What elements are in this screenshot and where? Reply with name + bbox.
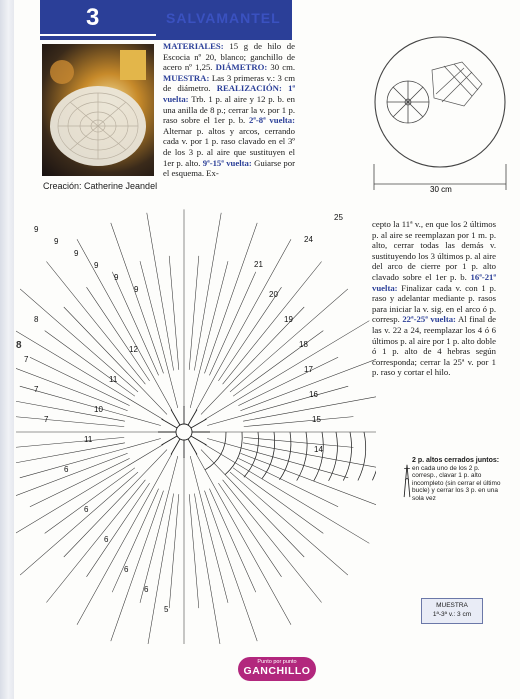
dimension-label: 30 cm — [430, 185, 452, 194]
chart-round-number: 6 — [124, 565, 129, 574]
legend-text: en cada uno de los 2 p. corresp., clavar 1 p. alto incompleto (sin cerrar el último bucle) y cerrar los 3 p. en una sola vez — [412, 464, 501, 502]
chart-center-stitch — [191, 436, 207, 445]
header-title: SALVAMANTEL — [166, 10, 281, 26]
chart-stitch-line — [243, 443, 376, 471]
chart-stitch-line — [240, 453, 376, 508]
chart-round-number: 21 — [254, 260, 263, 269]
chart-round-number: 25 — [334, 213, 343, 222]
chart-ring — [297, 432, 307, 481]
chart-stitch-line — [16, 393, 125, 421]
chart-stitch-line — [16, 445, 163, 544]
chart-stitch-line — [194, 494, 221, 645]
product-photo — [42, 44, 154, 176]
chart-round-number: 19 — [284, 315, 293, 324]
logo-small-text: Punto por punto — [257, 659, 297, 665]
magazine-logo — [238, 657, 316, 681]
sample-heading: MUESTRA: — [163, 72, 210, 83]
round-22-25-text: Al final de las v. 22 a 24, reemplazar los 4 ó 6 últimos p. al aire por 1 p. alto doble ó 1 p. alto de 4 hebras según corresponda; cerrar la 25ª v. por 1 p. raso y cortar el hilo. — [372, 314, 497, 378]
stitch-legend — [412, 457, 504, 503]
chart-center-stitch — [171, 410, 180, 426]
chart-center-stitch — [188, 439, 197, 455]
chart-round-number: 8 — [34, 315, 39, 324]
round-22-25-heading: 22ª-25ª vuelta: — [399, 314, 456, 325]
chart-stitch-line — [77, 454, 172, 625]
chart-round-number: 6 — [144, 585, 149, 594]
chart-round-number: 9 — [54, 237, 59, 246]
chart-round-number: 24 — [304, 235, 313, 244]
sample-box-title: MUESTRA — [436, 602, 468, 609]
round-2-8-heading: 2ª-8ª vuelta: — [248, 115, 296, 126]
chart-ring — [358, 432, 366, 481]
chart-round-number: 16 — [309, 390, 318, 399]
side-page-number: 8 — [16, 340, 22, 351]
round-2-8-text: Alternar p. altos y arcos, cerrando cada v. por 1 p. raso clavado en el 3º de los 3 p. al aire que sustituyen el 1er p. alto. — [163, 125, 295, 168]
sample-box-text: 1ª-3ª v.: 3 cm — [432, 611, 472, 618]
chart-stitch-line — [201, 450, 304, 557]
chart-stitch-line — [196, 239, 291, 410]
chart-round-number: 18 — [299, 340, 308, 349]
chart-ring — [280, 432, 291, 480]
logo-main-text: GANCHILLO — [243, 665, 311, 677]
chart-center-stitch — [162, 419, 178, 428]
chart-stitch-line — [16, 453, 128, 508]
chart-round-number: 9 — [94, 261, 99, 270]
right-text-1: cepto la 11ª v., en que los 2 últimos p. al aire se reemplazan por 1 m. p. alto, cerrar todas las demás v. sustituyendo los 3 últimos p. al aire del arco de cierre por 1 p. alto clavado sobre el 1er p. b. — [372, 219, 496, 282]
materials-text: 15 g de hilo de Escocia nº 20, blanco; ganchillo de acero nº 1,25. — [163, 41, 295, 73]
round-16-21-text: Finalizar cada v. con 1 p. raso y adelantar mediante p. rasos para iniciar la v. sig. en el arco ó p. corresp. — [372, 282, 496, 325]
chart-stitch-line — [77, 239, 172, 410]
overview-center-motif — [387, 81, 429, 123]
round-9-15-heading: 9ª-15ª vuelta: — [202, 157, 252, 168]
materials-heading: MATERIALES: — [163, 41, 224, 51]
chart-stitch-line — [205, 445, 369, 544]
chart-center-stitch — [188, 410, 197, 426]
instructions-left-column — [163, 41, 295, 179]
chart-stitch-line — [196, 454, 291, 625]
round-9-15-text: Guiarse por el esquema. Ex- — [163, 157, 295, 179]
chart-center-stitch — [191, 419, 207, 428]
pattern-number-box — [40, 0, 156, 36]
chart-round-number: 14 — [314, 445, 323, 454]
chart-round-number: 6 — [84, 505, 89, 514]
chart-round-number: 6 — [104, 535, 109, 544]
round-16-21-heading: 16ª-21ª vuelta: — [372, 271, 496, 293]
pattern-number: 3 — [86, 4, 100, 31]
chart-ring — [343, 432, 351, 481]
chart-round-number: 6 — [64, 465, 69, 474]
chart-round-number: 9 — [74, 249, 79, 258]
chart-stitch-line — [16, 443, 125, 471]
overview-diagram — [372, 24, 512, 196]
sample-text: Las 3 primeras v.: 3 cm de diámetro. — [163, 72, 295, 94]
chart-round-number: 20 — [269, 290, 278, 299]
designer-credit: Creación: Catherine Jeandel — [43, 181, 158, 191]
chart-round-number: 7 — [44, 415, 49, 424]
chart-round-number: 7 — [24, 355, 29, 364]
legend-title: 2 p. altos cerrados juntos: — [412, 457, 500, 464]
chart-ring — [372, 432, 376, 480]
chart-round-number: 11 — [84, 435, 93, 444]
chart-stitch-line — [205, 321, 369, 420]
chart-stitch-line — [64, 450, 167, 557]
crochet-chart — [16, 204, 376, 644]
realization-heading: REALIZACIÓN: — [216, 83, 282, 94]
chart-round-number: 7 — [34, 385, 39, 394]
chart-stitch-line — [194, 213, 221, 371]
sample-box — [421, 598, 483, 624]
chart-round-number: 9 — [34, 225, 39, 234]
instructions-right-column — [372, 219, 496, 378]
chart-round-number: 5 — [164, 605, 169, 614]
chart-center-ring — [176, 424, 192, 440]
chart-round-number: 12 — [129, 345, 138, 354]
chart-round-number: 15 — [312, 415, 321, 424]
chart-stitch-line — [147, 494, 174, 645]
chart-center-stitch — [162, 436, 178, 445]
diameter-text: 30 cm. — [267, 62, 296, 73]
chart-round-number: 17 — [304, 365, 313, 374]
diameter-heading: DIÁMETRO: — [215, 62, 268, 73]
overview-mesh — [432, 62, 482, 106]
chart-stitch-line — [16, 321, 163, 420]
legend-stitch-symbol — [402, 461, 412, 499]
chart-stitch-line — [64, 307, 167, 414]
chart-center-stitch — [171, 439, 180, 455]
chart-stitch-line — [147, 213, 174, 371]
page-spine — [0, 0, 14, 699]
chart-round-number: 10 — [94, 405, 103, 414]
chart-round-number: 11 — [109, 375, 118, 384]
round-1-heading: 1ª vuelta: — [163, 83, 296, 104]
round-1-text: Trb. 1 p. al aire y 12 p. b. en una anilla de 8 p.; cerrar la v. por 1 p. raso sobre el 1er p. b. — [163, 93, 295, 126]
chart-round-number: 9 — [114, 273, 119, 282]
chart-round-number: 9 — [134, 285, 139, 294]
